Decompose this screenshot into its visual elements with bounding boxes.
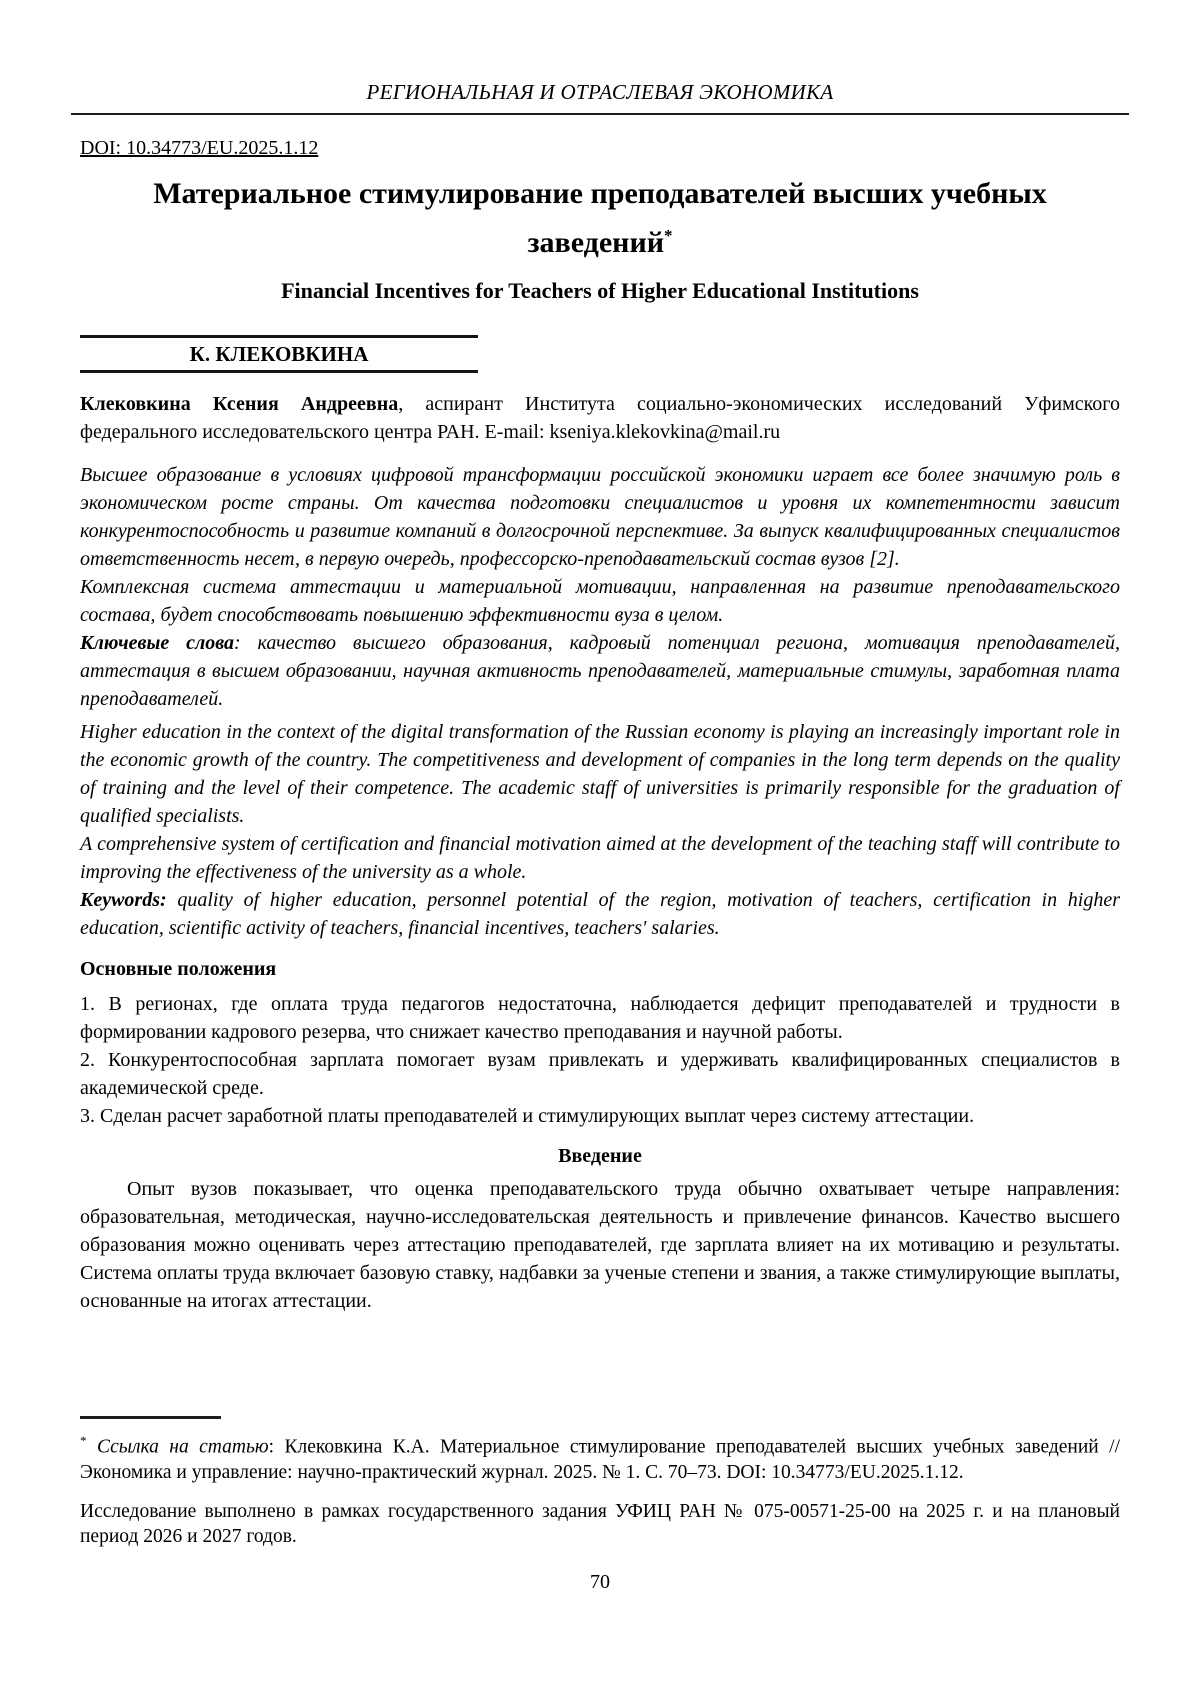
header-divider [71,113,1129,115]
title-footnote-marker: * [664,226,673,245]
footnote-lead: Ссылка на статью [96,1436,269,1458]
keywords-en-label: Keywords: [80,889,167,911]
highlight-item-3: 3. Сделан расчет заработной платы преподавателей и стимулирующих выплат через систему аттестации. [80,1105,975,1127]
article-title-ru [80,173,1120,264]
author-affiliation-text: , аспирант Института социально-экономических исследований Уфимского федерального исследовательского центра РАН. E-mail: kseniya.klekovkina@mail.ru [80,393,1121,443]
article-title-en: Financial Incentives for Teachers of Higher Educational Institutions [281,278,919,303]
citation-footnote [80,1428,1120,1485]
author-display-name: К. КЛЕКОВКИНА [189,342,369,366]
article-title-ru-text: Материальное стимулирование преподавателей высших учебных заведений [153,177,1047,259]
footnote-marker: * [80,1433,87,1448]
running-head: РЕГИОНАЛЬНАЯ И ОТРАСЛЕВАЯ ЭКОНОМИКА [366,80,834,104]
keywords-en-text: quality of higher education, personnel potential of the region, motivation of teachers, certification in higher education, scientific activity of teachers, financial incentives, teachers' salaries. [80,889,1120,939]
introduction-paragraph: Опыт вузов показывает, что оценка преподавательского труда обычно охватывает четыре направления: образовательная, методическая, научно-исследовательская деятельность и привлечение финансов. Качество высшего образования можно оценивать через аттестацию преподавателей, где зарплата влияет на их мотивацию и результаты. Система оплаты труда включает базовую ставку, надбавки за ученые степени и звания, а также стимулирующие выплаты, основанные на итогах аттестации. [80,1178,1120,1312]
doi-link[interactable]: DOI: 10.34773/EU.2025.1.12 [80,137,319,159]
highlights-heading: Основные положения [80,958,277,980]
keywords-ru-text: : качество высшего образования, кадровый потенциал региона, мотивация преподавателей, аттестация в высшем образовании, научная активность преподавателей, материальные стимулы, заработная плата преподавателей. [80,632,1120,710]
abstract-en-paragraph-1: Higher education in the context of the digital transformation of the Russian economy is playing an increasingly important role in the economic growth of the country. The competitiveness and development of companies in the long term depends on the quality of training and the level of their competence. The academic staff of universities is primarily responsible for the graduation of qualified specialists. [80,721,1120,827]
footnote-divider [80,1416,221,1419]
author-affiliation [80,390,1120,446]
doi-line [80,137,1120,160]
keywords-ru-label: Ключевые слова [80,632,235,654]
page-number: 70 [590,1570,610,1593]
footnote-text: : Клековкина К.А. Материальное стимулирование преподавателей высших учебных заведений // Экономика и управление: научно-практический журнал. 2025. № 1. С. 70–73. DOI: 10.34773/EU.2025.1.12. [80,1436,1121,1483]
abstract-en-paragraph-2: A comprehensive system of certification and financial motivation aimed at the development of the teaching staff will contribute to improving the effectiveness of the university as a whole. [80,833,1120,883]
abstract-ru-paragraph-1: Высшее образование в условиях цифровой трансформации российской экономики играет все более значимую роль в экономическом росте страны. От качества подготовки специалистов и уровня их компетентности зависит конкурентоспособность и развитие компаний в долгосрочной перспективе. За выпуск квалифицированных специалистов ответственность несет, в первую очередь, профессорско-преподавательский состав вузов [2]. [80,464,1120,570]
keywords-ru [80,629,1120,713]
author-full-name: Клековкина Ксения Андреевна [80,393,399,415]
funding-note: Исследование выполнено в рамках государственного задания УФИЦ РАН № 075-00571-25-00 на 2025 г. и на плановый период 2026 и 2027 годов. [80,1500,1120,1547]
highlight-item-2: 2. Конкурентоспособная зарплата помогает вузам привлекать и удерживать квалифицированных специалистов в академической среде. [80,1049,1120,1099]
page-footer [80,1416,1120,1594]
author-name-box [80,335,478,373]
keywords-en [80,886,1120,942]
abstract-section [80,461,1120,942]
introduction-heading: Введение [558,1145,642,1167]
highlight-item-1: 1. В регионах, где оплата труда педагогов недостаточна, наблюдается дефицит преподавателей и трудности в формировании кадрового резерва, что снижает качество преподавания и научной работы. [80,993,1120,1043]
abstract-ru-paragraph-2: Комплексная система аттестации и материальной мотивации, направленная на развитие преподавательского состава, будет способствовать повышению эффективности вуза в целом. [80,576,1120,626]
